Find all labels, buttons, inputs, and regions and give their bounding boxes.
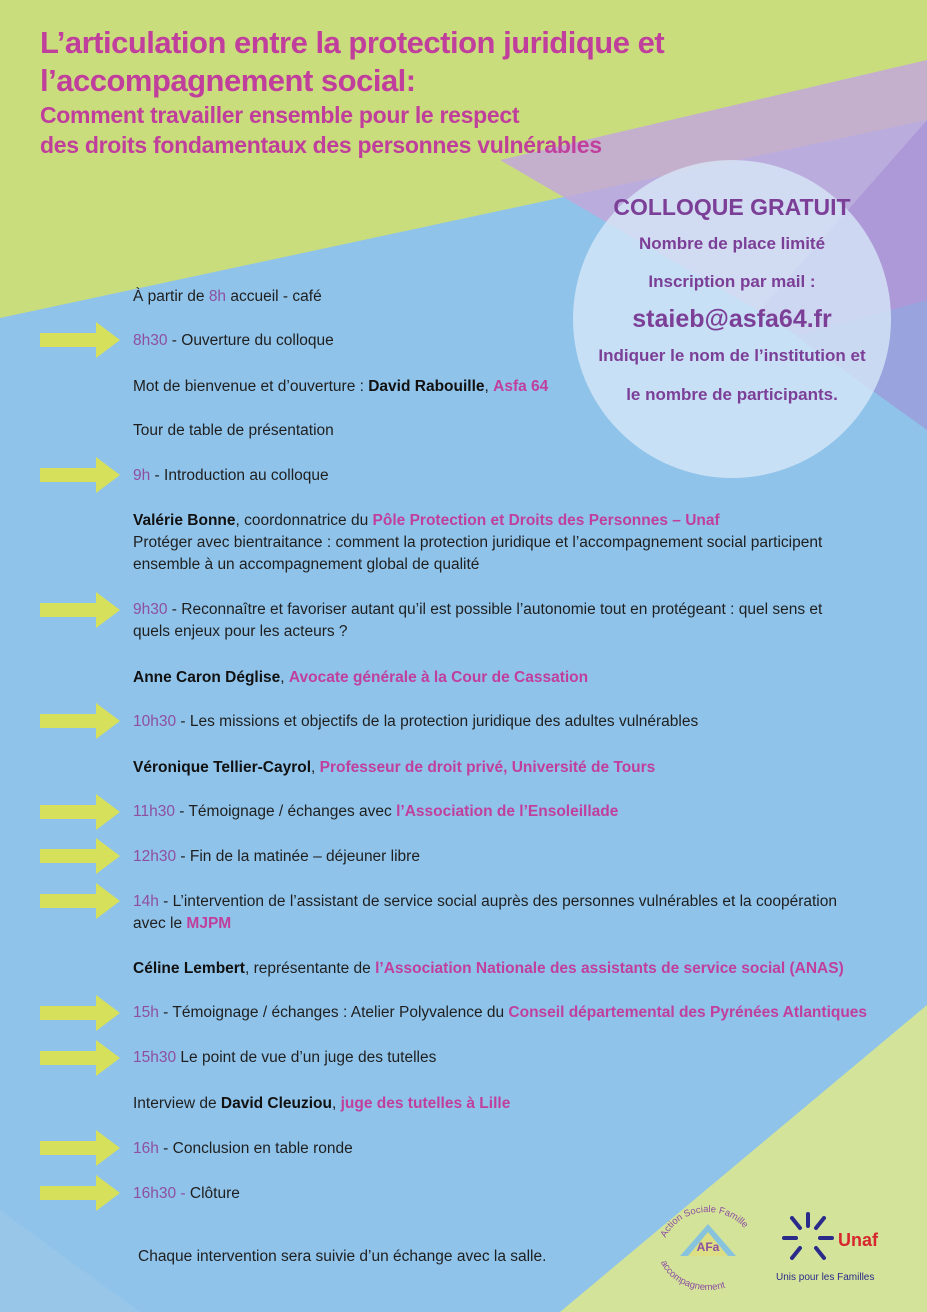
program-item-testimony-conseil (133, 1002, 893, 1024)
limited-places-text: Nombre de place limité (638, 234, 826, 253)
item-text: , représentante de (244, 960, 376, 977)
item-time: 15h (133, 1004, 159, 1021)
item-text: - Reconnaître et favoriser autant qu’il est possible l’autonomie tout en protégeant : quel sens et (167, 601, 823, 618)
item-text: - Fin de la matinée – déjeuner libre (176, 848, 420, 865)
svg-text:Action Sociale Famille: Action Sociale Famille (658, 1203, 751, 1240)
asfa-logo (648, 1198, 768, 1294)
item-text-line-2: avec le (133, 915, 187, 932)
program-item-welcome-speech (133, 376, 893, 398)
item-text: Interview de (133, 1095, 221, 1112)
right-arrow-icon (40, 322, 120, 358)
instruction-line-2: le nombre de participants. (626, 385, 838, 404)
item-time: 11h30 (133, 803, 175, 820)
program-item-speaker-caron (133, 667, 893, 689)
item-time: 8h (208, 288, 227, 305)
speaker-organization: Professeur de droit privé, Université de Tours (319, 759, 656, 776)
free-colloquium-heading: COLLOQUE GRATUIT (613, 194, 851, 220)
speaker-name: Céline Lembert (133, 960, 245, 977)
svg-text:accompagnement: accompagnement (658, 1258, 727, 1294)
subtitle-line-1: Comment travailler ensemble pour le respect (40, 102, 520, 128)
talk-title-line-1: Protéger avec bientraitance : comment la protection juridique et l’accompagnement social participent (133, 534, 823, 551)
right-arrow-icon (40, 1130, 120, 1166)
item-text: Le point de vue d’un juge des tutelles (176, 1049, 437, 1066)
right-arrow-icon (40, 703, 120, 739)
item-time: 9h (133, 467, 151, 484)
right-arrow-icon (40, 1175, 120, 1211)
unaf-logo (774, 1204, 904, 1294)
program-item-conclusion (133, 1138, 893, 1160)
item-time: 14h (133, 893, 159, 910)
separator: , (332, 1095, 341, 1112)
item-time: 15h30 (133, 1049, 177, 1066)
item-text: - Conclusion en table ronde (158, 1140, 353, 1157)
footer-note: Chaque intervention sera suivie d’un échange avec la salle. (138, 1248, 547, 1265)
item-text-line-2: quels enjeux pour les acteurs ? (133, 623, 348, 640)
item-time: 10h30 (133, 713, 177, 730)
speaker-name: Valérie Bonne (133, 512, 236, 529)
program-item-closing (133, 1183, 893, 1205)
speaker-organization: juge des tutelles à Lille (340, 1095, 511, 1112)
svg-text:Unis pour les Familles: Unis pour les Familles (776, 1272, 875, 1283)
program-item-introduction (133, 465, 893, 487)
speaker-organization: Conseil départemental des Pyrénées Atlantiques (508, 1004, 868, 1021)
right-arrow-icon (40, 883, 120, 919)
right-arrow-icon (40, 457, 120, 493)
program-item-lunch (133, 846, 893, 868)
item-text: - Introduction au colloque (150, 467, 329, 484)
item-time: 9h30 (133, 601, 168, 618)
title-line-2: l’accompagnement social: (40, 63, 416, 98)
item-time: 16h30 (133, 1185, 177, 1202)
program-item-speaker-bonne (133, 510, 893, 576)
item-text: À partir de (133, 288, 209, 305)
item-text: - Témoignage / échanges : Atelier Polyvalence du (158, 1004, 509, 1021)
item-text: - Ouverture du colloque (167, 332, 334, 349)
speaker-organization: l’Association Nationale des assistants de service social (ANAS) (375, 960, 844, 977)
speaker-organization: Avocate générale à la Cour de Cassation (288, 669, 589, 686)
svg-text:Unaf: Unaf (838, 1230, 878, 1250)
separator: , (280, 669, 289, 686)
program-item-judge-view (133, 1047, 893, 1069)
program-item-autonomy (133, 599, 893, 643)
item-text: Mot de bienvenue et d’ouverture : (133, 378, 369, 395)
item-text: accueil - café (226, 288, 322, 305)
program-item-testimony-ensoleillade (133, 801, 893, 823)
talk-title-line-2: ensemble à un accompagnement global de qualité (133, 556, 480, 573)
item-time: 16h (133, 1140, 159, 1157)
program-item-speaker-lembert (133, 958, 893, 980)
right-arrow-icon (40, 995, 120, 1031)
item-text: - Témoignage / échanges avec (174, 803, 397, 820)
right-arrow-icon (40, 838, 120, 874)
speaker-organization: l’Association de l’Ensoleillade (396, 803, 619, 820)
separator: - (176, 1185, 190, 1202)
right-arrow-icon (40, 794, 120, 830)
speaker-name: Véronique Tellier-Cayrol (133, 759, 312, 776)
item-text: Clôture (189, 1185, 240, 1202)
separator: , (311, 759, 320, 776)
right-arrow-icon (40, 1040, 120, 1076)
registration-label: Inscription par mail : (648, 272, 816, 291)
speaker-organization: Asfa 64 (493, 378, 549, 395)
registration-email-link[interactable]: staieb@asfa64.fr (632, 305, 832, 333)
subtitle-line-2: des droits fondamentaux des personnes vulnérables (40, 132, 602, 158)
separator: , (484, 378, 494, 395)
speaker-name: David Rabouille (368, 378, 485, 395)
program-item-round-table-intro (133, 420, 893, 442)
speaker-organization: MJPM (186, 915, 232, 932)
speaker-name: David Cleuziou (220, 1095, 332, 1112)
speaker-organization: Pôle Protection et Droits des Personnes – Unaf (372, 512, 720, 529)
svg-text:AFa: AFa (696, 1240, 720, 1254)
item-text: Tour de table de présentation (133, 422, 334, 439)
speaker-name: Anne Caron Déglise (133, 669, 281, 686)
right-arrow-icon (40, 592, 120, 628)
program-item-welcome (133, 286, 893, 308)
program-item-interview (133, 1093, 893, 1115)
item-text: , coordonnatrice du (235, 512, 373, 529)
item-time: 12h30 (133, 848, 177, 865)
program-item-speaker-tellier (133, 757, 893, 779)
program-item-opening (133, 330, 893, 352)
item-text: - L’intervention de l’assistant de service social auprès des personnes vulnérables et la coopération (158, 893, 837, 910)
program-item-missions (133, 711, 893, 733)
item-time: 8h30 (133, 332, 168, 349)
instruction-line-1: Indiquer le nom de l’institution et (598, 346, 866, 365)
title-line-1: L’articulation entre la protection juridique et (40, 25, 665, 60)
program-item-social-worker (133, 891, 893, 935)
item-text: - Les missions et objectifs de la protection juridique des adultes vulnérables (176, 713, 699, 730)
